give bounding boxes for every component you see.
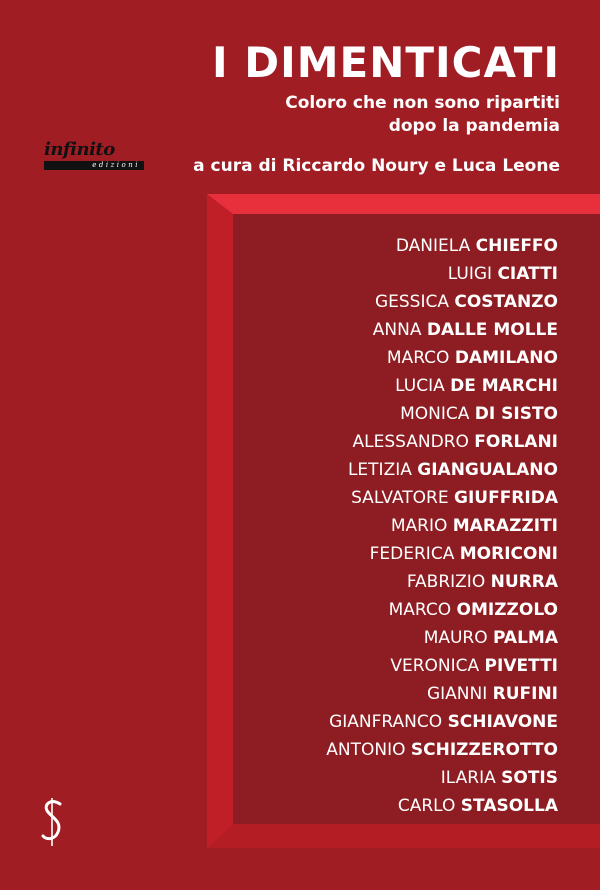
author-item xyxy=(326,624,558,652)
author-first-name: GIANNI xyxy=(426,684,488,704)
author-item xyxy=(326,568,558,596)
author-item xyxy=(326,316,558,344)
author-item xyxy=(326,680,558,708)
author-first-name: SALVATORE xyxy=(351,488,449,508)
frame-top-bevel xyxy=(207,194,600,214)
author-item xyxy=(326,456,558,484)
author-item xyxy=(326,652,558,680)
book-subtitle xyxy=(285,92,560,138)
author-item xyxy=(326,484,558,512)
author-item xyxy=(326,540,558,568)
author-first-name: ANNA xyxy=(372,320,422,340)
author-last-name: SCHIZZEROTTO xyxy=(410,740,558,760)
frame-left-bevel xyxy=(207,194,233,848)
curators-line: a cura di Riccardo Noury e Luca Leone xyxy=(193,156,560,176)
publisher-logo-name: infinito xyxy=(44,139,115,160)
author-item xyxy=(326,428,558,456)
author-item xyxy=(326,708,558,736)
author-last-name: OMIZZOLO xyxy=(456,600,558,620)
author-item xyxy=(326,232,558,260)
author-first-name: FABRIZIO xyxy=(406,572,486,592)
author-item xyxy=(326,260,558,288)
author-last-name: PIVETTI xyxy=(484,656,558,676)
author-item xyxy=(326,288,558,316)
author-item xyxy=(326,736,558,764)
author-last-name: SOTIS xyxy=(501,768,558,788)
author-first-name: MONICA xyxy=(400,404,470,424)
author-last-name: SCHIAVONE xyxy=(447,712,558,732)
author-item xyxy=(326,512,558,540)
author-first-name: MARIO xyxy=(390,516,448,536)
author-first-name: LUCIA xyxy=(395,376,445,396)
author-first-name: LETIZIA xyxy=(347,460,412,480)
author-item xyxy=(326,596,558,624)
author-last-name: DALLE MOLLE xyxy=(426,320,558,340)
author-first-name: ILARIA xyxy=(440,768,496,788)
author-list xyxy=(326,232,558,820)
author-last-name: DI SISTO xyxy=(474,404,558,424)
author-item xyxy=(326,344,558,372)
author-last-name: MARAZZITI xyxy=(452,516,558,536)
author-last-name: STASOLLA xyxy=(460,796,558,816)
author-first-name: VERONICA xyxy=(390,656,480,676)
author-last-name: PALMA xyxy=(493,628,558,648)
author-last-name: GIUFFRIDA xyxy=(454,488,558,508)
author-item xyxy=(326,792,558,820)
author-first-name: GESSICA xyxy=(374,292,449,312)
author-last-name: MORICONI xyxy=(459,544,558,564)
author-first-name: MAURO xyxy=(423,628,488,648)
publisher-logo xyxy=(44,140,144,170)
author-first-name: FEDERICA xyxy=(369,544,455,564)
author-item xyxy=(326,372,558,400)
author-first-name: MARCO xyxy=(386,348,450,368)
author-first-name: GIANFRANCO xyxy=(329,712,443,732)
author-last-name: RUFINI xyxy=(492,684,558,704)
subtitle-line-2: dopo la pandemia xyxy=(388,116,560,136)
author-first-name: LUIGI xyxy=(447,264,493,284)
author-first-name: CARLO xyxy=(397,796,456,816)
author-last-name: DE MARCHI xyxy=(450,376,558,396)
author-first-name: MARCO xyxy=(388,600,452,620)
author-last-name: FORLANI xyxy=(474,432,558,452)
author-item xyxy=(326,764,558,792)
author-last-name: NURRA xyxy=(490,572,558,592)
subtitle-line-1: Coloro che non sono ripartiti xyxy=(285,93,560,113)
publisher-logo-sub: edizioni xyxy=(44,161,144,170)
author-first-name: DANIELA xyxy=(395,236,471,256)
author-last-name: CHIEFFO xyxy=(475,236,558,256)
author-last-name: COSTANZO xyxy=(454,292,558,312)
s-series-logo-icon xyxy=(38,796,68,848)
author-item xyxy=(326,400,558,428)
author-last-name: GIANGUALANO xyxy=(417,460,558,480)
book-title: I DIMENTICATI xyxy=(212,38,560,87)
author-first-name: ALESSANDRO xyxy=(352,432,469,452)
frame-bottom-bevel xyxy=(207,824,600,848)
author-last-name: DAMILANO xyxy=(454,348,558,368)
author-last-name: CIATTI xyxy=(497,264,558,284)
author-first-name: ANTONIO xyxy=(326,740,406,760)
